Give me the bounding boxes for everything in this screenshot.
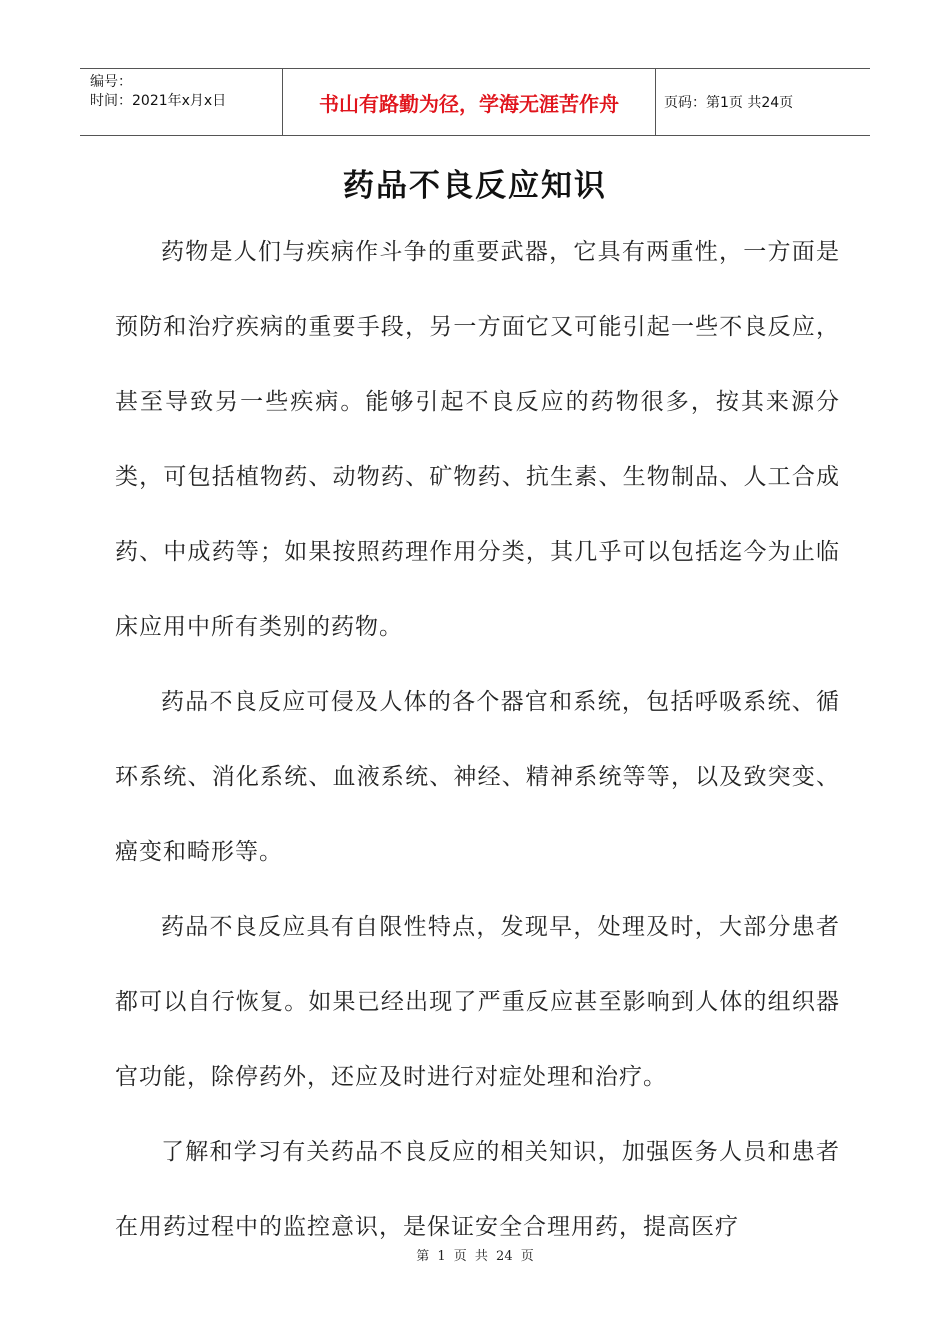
- page-footer: 第 1 页 共 24 页: [416, 1249, 534, 1264]
- body-paragraph-4: 了解和学习有关药品不良反应的相关知识，加强医务人员和患者在用药过程中的监控意识，是保证安全合理用药，提高医疗: [115, 1139, 840, 1240]
- document-number-label: 编号：: [90, 74, 132, 90]
- header-motto-cell: [282, 69, 656, 135]
- document-time-label: 时间：2021年x月x日: [90, 93, 227, 109]
- header-meta: [80, 69, 282, 135]
- header-page-info-cell: [656, 69, 870, 135]
- document-body: [115, 215, 840, 1265]
- body-paragraph-2: 药品不良反应可侵及人体的各个器官和系统，包括呼吸系统、循环系统、消化系统、血液系统、神经、精神系统等等，以及致突变、癌变和畸形等。: [115, 689, 840, 865]
- header-motto: 书山有路勤为径，学海无涯苦作舟: [319, 91, 619, 116]
- body-paragraph-3: 药品不良反应具有自限性特点，发现早，处理及时，大部分患者都可以自行恢复。如果已经出现了严重反应甚至影响到人体的组织器官功能，除停药外，还应及时进行对症处理和治疗。: [115, 914, 840, 1090]
- body-paragraph-1: 药物是人们与疾病作斗争的重要武器，它具有两重性，一方面是预防和治疗疾病的重要手段，另一方面它又可能引起一些不良反应，甚至导致另一些疾病。能够引起不良反应的药物很多，按其来源分类，可包括植物药、动物药、矿物药、抗生素、生物制品、人工合成药、中成药等；如果按照药理作用分类，其几乎可以包括迄今为止临床应用中所有类别的药物。: [115, 239, 840, 640]
- document-title: 药品不良反应知识: [343, 168, 607, 204]
- header-page-info: 页码：第1页 共24页: [664, 95, 794, 111]
- page-header: [80, 68, 870, 136]
